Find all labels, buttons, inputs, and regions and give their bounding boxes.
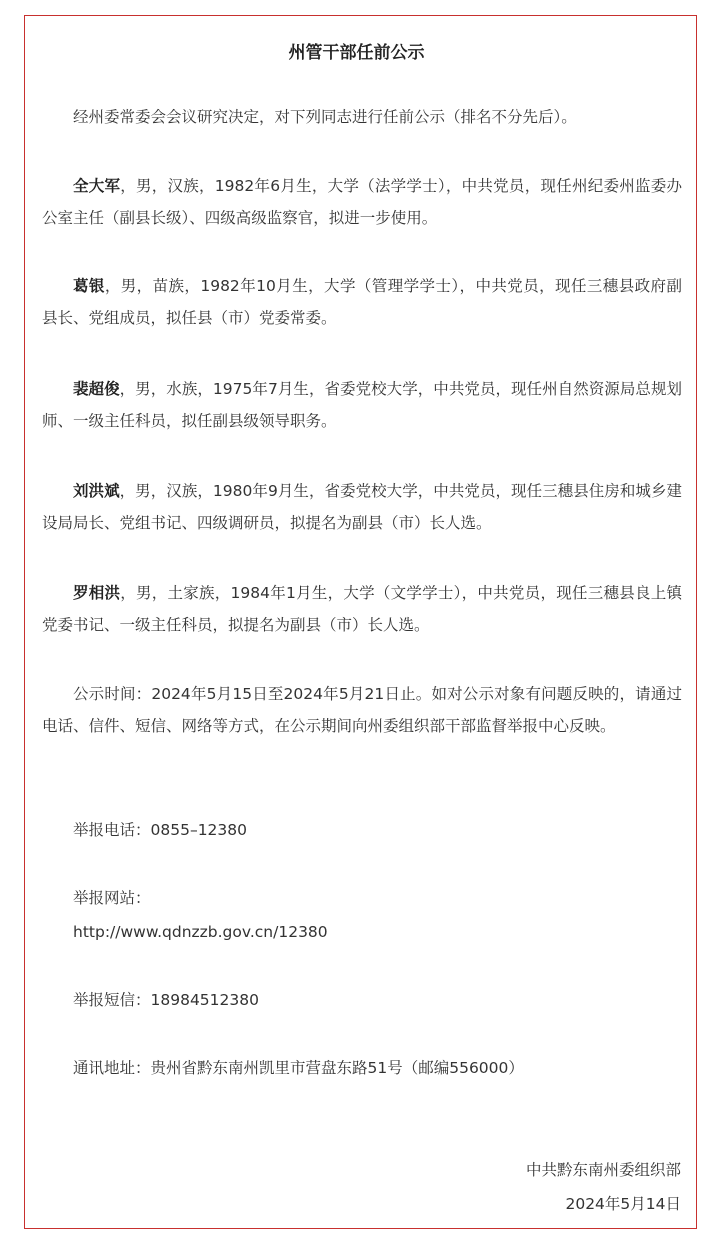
report-website-url[interactable]: http://www.qdnzzb.gov.cn/12380 xyxy=(73,923,328,941)
issue-date: 2024年5月14日 xyxy=(565,1195,681,1213)
candidate-paragraph xyxy=(42,373,682,437)
mailing-address: 通讯地址：贵州省黔东南州凯里市营盘东路51号（邮编556000） xyxy=(73,1059,524,1077)
candidate-paragraph xyxy=(42,270,682,334)
candidate-name: 葛银 xyxy=(73,277,105,295)
candidate-name: 刘洪斌 xyxy=(73,482,120,500)
candidate-name: 罗相洪 xyxy=(73,584,121,602)
page-title: 州管干部任前公示 xyxy=(288,43,425,63)
report-phone: 举报电话：0855–12380 xyxy=(73,821,248,839)
intro-paragraph: 经州委常委会会议研究决定，对下列同志进行任前公示（排名不分先后）。 xyxy=(73,108,577,126)
candidate-details: ，男，水族，1975年7月生，省委党校大学，中共党员，现任州自然资源局总规划师、一级主任科员，拟任副县级领导职务。 xyxy=(42,380,682,430)
candidate-name: 全大军 xyxy=(73,177,121,195)
issuer-name: 中共黔东南州委组织部 xyxy=(525,1161,681,1179)
candidate-details: ，男，土家族，1984年1月生，大学（文学学士），中共党员，现任三穗县良上镇党委书记、一级主任科员，拟提名为副县（市）长人选。 xyxy=(42,584,682,634)
candidate-paragraph xyxy=(42,170,682,234)
candidate-paragraph xyxy=(42,475,682,539)
candidate-details: ，男，汉族，1982年6月生，大学（法学学士），中共党员，现任州纪委州监委办公室主任（副县长级）、四级高级监察官，拟进一步使用。 xyxy=(42,177,682,227)
candidate-details: ，男，苗族，1982年10月生，大学（管理学学士），中共党员，现任三穗县政府副县长、党组成员，拟任县（市）党委常委。 xyxy=(42,277,682,327)
candidate-details: ，男，汉族，1980年9月生，省委党校大学，中共党员，现任三穗县住房和城乡建设局局长、党组书记、四级调研员，拟提名为副县（市）长人选。 xyxy=(42,482,682,532)
report-website-label: 举报网站： xyxy=(73,889,151,907)
publicity-period-paragraph: 公示时间：2024年5月15日至2024年5月21日止。如对公示对象有问题反映的，请通过电话、信件、短信、网络等方式，在公示期间向州委组织部干部监督举报中心反映。 xyxy=(42,685,682,735)
report-sms: 举报短信：18984512380 xyxy=(73,991,259,1009)
candidate-paragraph xyxy=(42,577,682,641)
candidate-name: 裴超俊 xyxy=(73,380,120,398)
